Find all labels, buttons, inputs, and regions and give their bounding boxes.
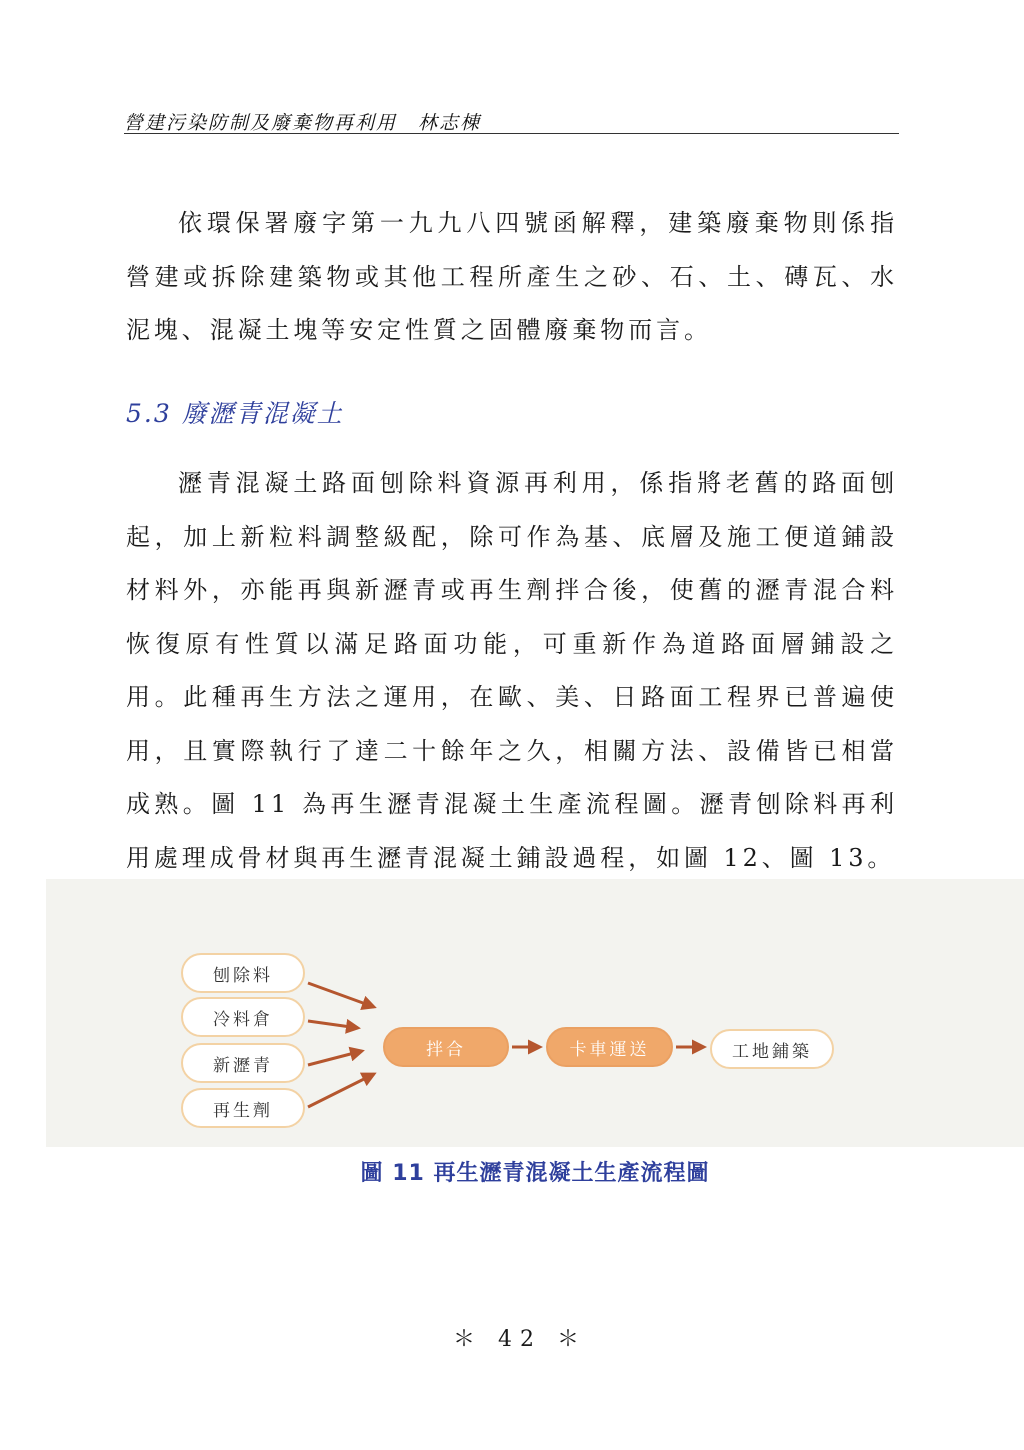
figure-flowchart xyxy=(46,879,1024,1147)
arrow-input-3 xyxy=(308,1051,362,1065)
figure-caption: 圖 11 再生瀝青混凝土生產流程圖 xyxy=(360,1161,710,1186)
process-truck-transport: 卡車運送 xyxy=(546,1027,673,1067)
header-rule xyxy=(124,133,899,134)
input-node-4: 再生劑 xyxy=(181,1088,305,1128)
input-node-3: 新瀝青 xyxy=(181,1043,305,1083)
page-number: ＊ 42 ＊ xyxy=(453,1327,587,1352)
arrow-input-1 xyxy=(308,983,374,1007)
input-node-1: 刨除料 xyxy=(181,953,305,993)
running-header: 營建污染防制及廢棄物再利用 林志棟 xyxy=(124,112,482,134)
paragraph-asphalt-recycling: 瀝青混凝土路面刨除料資源再利用，係指將老舊的路面刨起，加上新粒料調整級配，除可作為基、底層及施工便道鋪設材料外，亦能再與新瀝青或再生劑拌合後，使舊的瀝青混合料恢復原有性質以滿足路面功能，可重新作為道路面層鋪設之用。此種再生方法之運用，在歐、美、日路面工程界已普遍使用，且實際執行了達二十餘年之久，相關方法、設備皆已相當成熟。圖 11 為再生瀝青混凝土生產流程圖。瀝青刨除料再利用處理成骨材與再生瀝青混凝土鋪設過程，如圖 12、圖 13。 xyxy=(126,469,898,872)
arrow-input-4 xyxy=(308,1074,374,1107)
arrow-input-2 xyxy=(308,1021,358,1028)
paragraph-definition: 依環保署廢字第一九九八四號函解釋，建築廢棄物則係指營建或拆除建築物或其他工程所產生之砂、石、土、磚瓦、水泥塊、混凝土塊等安定性質之固體廢棄物而言。 xyxy=(126,209,898,344)
section-heading: 5.3 廢瀝青混凝土 xyxy=(126,399,344,428)
input-node-2: 冷料倉 xyxy=(181,997,305,1037)
output-site-paving: 工地鋪築 xyxy=(710,1029,834,1069)
process-mixing: 拌合 xyxy=(383,1027,509,1067)
